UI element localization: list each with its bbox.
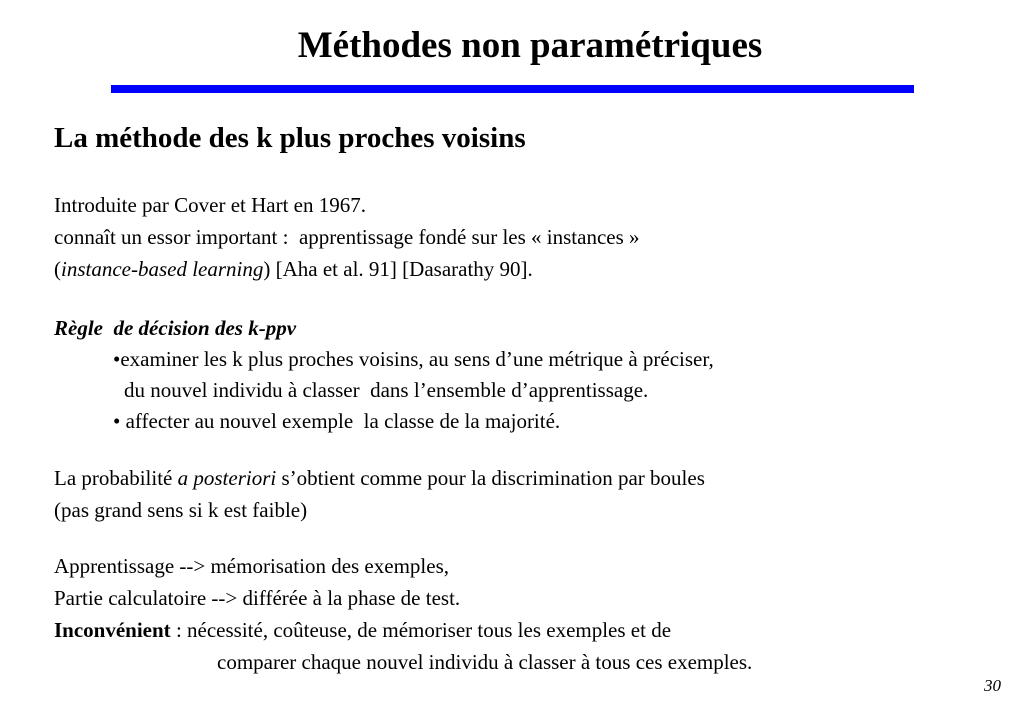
intro-paren-open: ( — [54, 257, 61, 281]
posterior-line-1 — [54, 465, 705, 491]
posterior-prefix: La probabilité — [54, 466, 178, 490]
learning-line-2: Partie calculatoire --> différée à la phase de test. — [54, 586, 461, 610]
decision-rule-heading: Règle de décision des k-ppv — [54, 316, 297, 340]
page-number: 30 — [984, 676, 1001, 695]
instance-based-learning-term: instance-based learning — [61, 257, 264, 281]
drawback-label: Inconvénient — [54, 618, 171, 642]
intro-line-3 — [54, 256, 533, 282]
posterior-suffix: s’obtient comme pour la discrimination par boules — [276, 466, 705, 490]
slide-title: Méthodes non paramétriques — [297, 25, 763, 66]
bullet-examine-neighbors: •examiner les k plus proches voisins, au sens d’une métrique à préciser, — [113, 347, 714, 371]
bullet-assign-majority-class: • affecter au nouvel exemple la classe de la majorité. — [113, 409, 561, 433]
posterior-line-2: (pas grand sens si k est faible) — [54, 498, 308, 522]
a-posteriori-term: a posteriori — [177, 466, 277, 490]
section-heading: La méthode des k plus proches voisins — [54, 122, 526, 154]
intro-line-2: connaît un essor important : apprentissage fondé sur les « instances » — [54, 225, 640, 249]
title-underline-rule — [111, 85, 914, 93]
drawback-line — [54, 617, 671, 643]
bullet-examine-neighbors-continuation: du nouvel individu à classer dans l’ensemble d’apprentissage. — [124, 378, 649, 402]
learning-line-1: Apprentissage --> mémorisation des exemples, — [54, 554, 449, 578]
drawback-continuation: comparer chaque nouvel individu à classer à tous ces exemples. — [217, 650, 753, 674]
drawback-text: : nécessité, coûteuse, de mémoriser tous les exemples et de — [170, 618, 672, 642]
intro-citations: ) [Aha et al. 91] [Dasarathy 90]. — [263, 257, 533, 281]
intro-line-1: Introduite par Cover et Hart en 1967. — [54, 193, 366, 217]
